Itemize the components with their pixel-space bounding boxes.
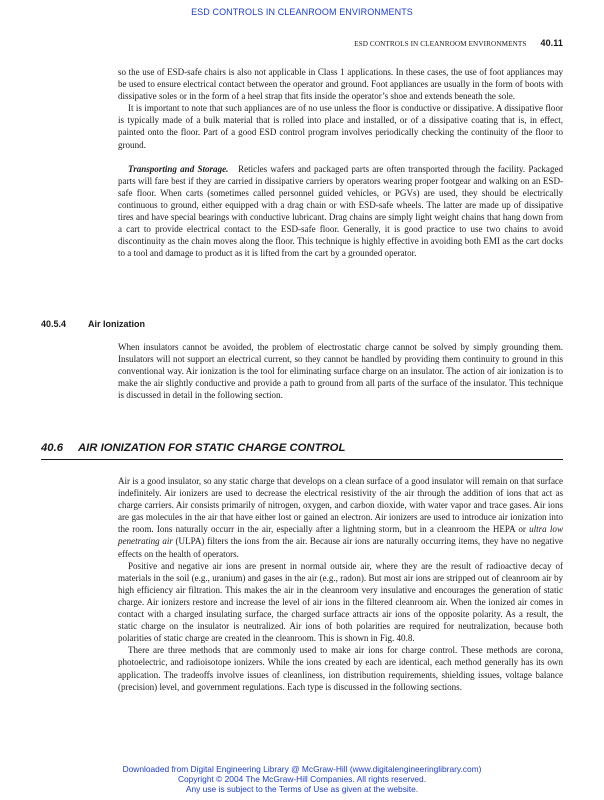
- ulpa-term: ultra low penetrating air: [118, 524, 563, 547]
- paragraph-insulators: When insulators cannot be avoided, the problem of electrostatic charge cannot be solved by simply grounding them. Insulators will not support an electrical current, so they cannot be handled by providing them continuity to ground in this conventional way. Air ionization is the tool for eliminating surface charge on an insulator. The action of air ionization is to make the air slightly conductive and provide a path to ground from all parts of the surface of the insulator. This technique is discussed in detail in the following section.: [118, 342, 563, 401]
- paragraph-transporting-storage: [118, 163, 563, 260]
- paragraph-air-insulator: Air is a good insulator, so any static charge that develops on a clean surface of a good insulator will remain on that surface indefinitely. Air ionizers are used to decrease the electrical resistivity of the air through the addition of ions that act as charge carriers. Air consists primarily of nitrogen, oxygen, and carbon dioxide, with water vapor and trace gases. Air ions are gas molecules in the air that have either lost or gained an electron. Air ionizers are used to introduce air ionization into the room. Ions naturally occurr in the air, especially after a lightning storm, but in a cleanroom the HEPA or ultra low penetrating air (ULPA) filters the ions from the air. Because air ions are naturally occurring items, they have no negative effects on the health of operators.: [118, 476, 564, 559]
- footer-copyright: Copyright © 2004 The McGraw-Hill Companies. All rights reserved.: [177, 774, 427, 784]
- copyright-footer: [0, 764, 604, 794]
- text-block-air-ionization: [118, 341, 563, 401]
- section-rule: [41, 459, 563, 460]
- subsection-heading: [41, 319, 145, 329]
- paragraph-dissipative-floor: It is important to note that such appliances are of no use unless the floor is conductive or dissipative. A dissipative floor is typically made of a bulk material that is rolled into place and installed, or of a dissipative coating that is, in effect, painted onto the floor. Part of a good ESD control program involves periodically checking the continuity of the floor to ground.: [118, 103, 563, 150]
- section-number: 40.6: [41, 442, 63, 454]
- subsection-number: 40.5.4: [41, 319, 67, 329]
- section-heading: [41, 442, 345, 454]
- footer-terms-link[interactable]: Any use is subject to the Terms of Use as given at the website.: [185, 784, 419, 794]
- paragraph-transporting-text: Reticles wafers and packaged parts are often transported through the facility. Packaged parts will fare best if they are carried in dissipative carriers by operators wearing proper footgear and walking on an ESD-safe floor. When carts (sometimes called personnel guided vehicles, or PGVs) are used, they should be electrically continuous to ground, either equipped with a drag chain or with ESD-safe wheels. The latter are made up of dissipative tires and have special bearings with conductive lubricant. Drag chains are simply light weight chains that hang down from a cart to provide electrical contact to the ESD-safe floor. Generally, it is good practice to use two chains to avoid discontinuity as the chain moves along the floor. This technique is highly effective in avoiding both EMI as the cart docks to a tool and damage to product as it is lifted from the cart by a grounded operator.: [118, 163, 564, 259]
- running-head-title: ESD CONTROLS IN CLEANROOM ENVIRONMENTS: [354, 40, 527, 48]
- page-number: 40.11: [540, 38, 563, 48]
- text-block-chairs-floors: [118, 66, 563, 259]
- paragraph-foot-appliances: so the use of ESD-safe chairs is also not applicable in Class 1 applications. In these cases, the use of foot appliances may be used to ensure electrical contact between the operator and ground. Foot appliances are usually in the form of boots with dissipative soles or in the form of a heel strap that fits inside the operator’s shoe and extends beneath the sole.: [118, 67, 563, 102]
- paragraph-three-methods: There are three methods that are commonly used to make air ions for charge control. These methods are corona, photoelectric, and radioisotope ionizers. While the ions created by each are identical, each method generally has its own application. The tradeoffs involve issues of cleanliness, ion distribution requirements, shielding issues, voltage balance (precision) level, and government regulations. Each type is discussed in the following sections.: [118, 645, 563, 692]
- download-banner: ESD CONTROLS IN CLEANROOM ENVIRONMENTS: [191, 7, 413, 17]
- paragraph-positive-negative-ions: Positive and negative air ions are present in normal outside air, where they are the result of radioactive decay of materials in the soil (e.g., uranium) and gases in the air (e.g., radon). But most air ions are stripped out of cleanroom air by high efficiency air filtration. This makes the air in the cleanroom very insulative and encourages the generation of static charge. Air ionizers restore and increase the level of air ions in the filtered cleanroom air. When the ionized air comes in contact with a charged insulating surface, the charged surface attracts air ions of the opposite polarity. As a result, the static charge on the insulator is neutralized. Air ions of both polarities are required for neutralization, because both polarities of static charge are created in the cleanroom. This is shown in Fig. 40.8.: [118, 560, 563, 644]
- running-head: [354, 38, 563, 48]
- section-title: AIR IONIZATION FOR STATIC CHARGE CONTROL: [78, 442, 346, 454]
- footer-download-link[interactable]: Downloaded from Digital Engineering Library @ McGraw-Hill (www.digitalengineeringlibrary.com): [122, 764, 482, 774]
- text-block-static-charge: [118, 475, 563, 693]
- subsection-title: Air Ionization: [88, 319, 145, 329]
- runin-heading-transporting: Transporting and Storage.: [128, 163, 229, 174]
